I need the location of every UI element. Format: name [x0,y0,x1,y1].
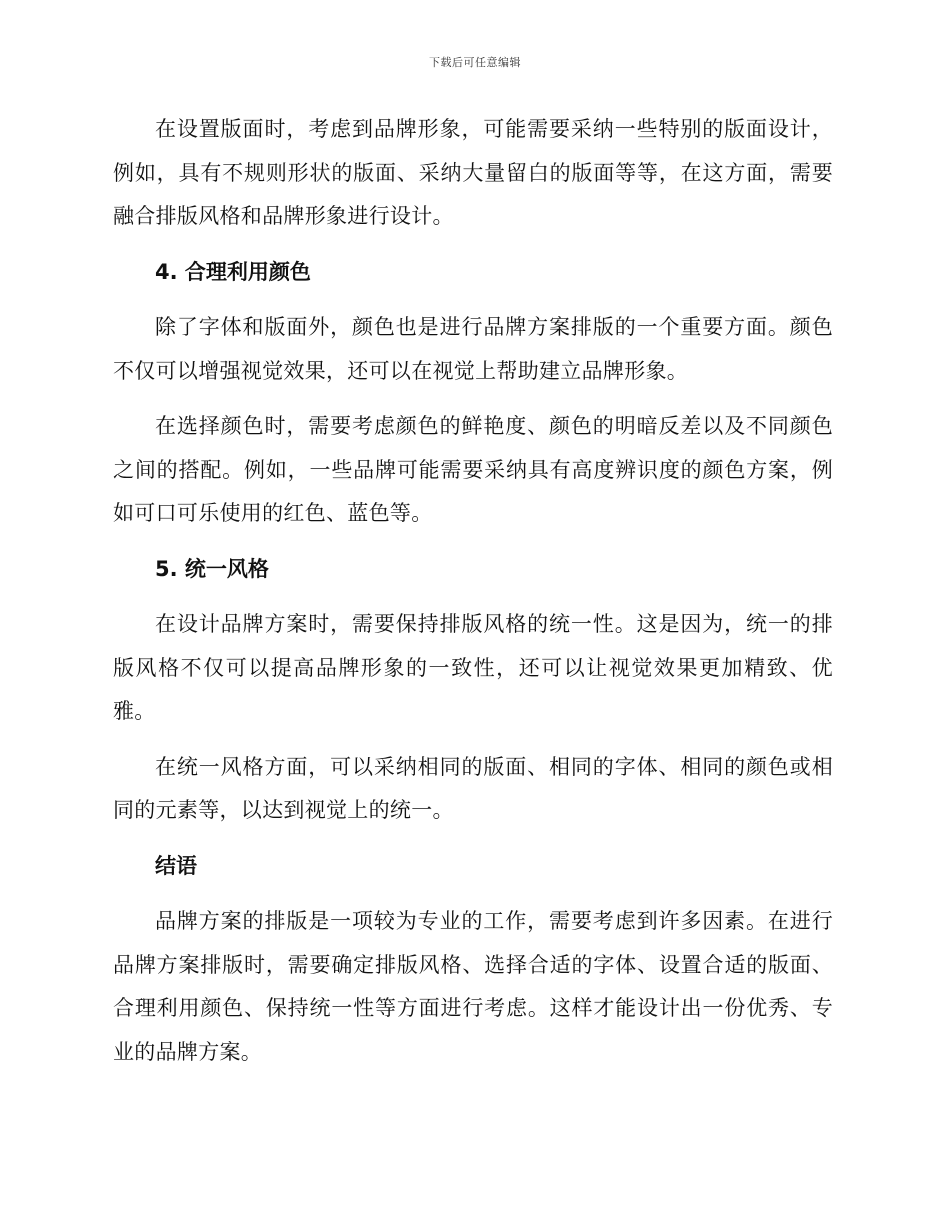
paragraph-conclusion: 品牌方案的排版是一项较为专业的工作，需要考虑到许多因素。在进行品牌方案排版时，需要确定排版风格、选择合适的字体、设置合适的版面、合理利用颜色、保持统一性等方面进行考虑。这样才能设计出一份优秀、专业的品牌方案。 [113,909,833,1064]
document-body [113,108,833,1086]
section-heading-conclusion: 结语 [155,853,197,878]
paragraph-layout-design: 在设置版面时，考虑到品牌形象，可能需要采纳一些特别的版面设计，例如，具有不规则形状的版面、采纳大量留白的版面等等，在这方面，需要融合排版风格和品牌形象进行设计。 [113,117,833,228]
paragraph-style-consistency: 在设计品牌方案时，需要保持排版风格的统一性。这是因为，统一的排版风格不仅可以提高品牌形象的一致性，还可以让视觉效果更加精致、优雅。 [113,612,833,723]
paragraph-style-methods: 在统一风格方面，可以采纳相同的版面、相同的字体、相同的颜色或相同的元素等，以达到视觉上的统一。 [113,754,833,822]
section-heading-color: 4. 合理利用颜色 [155,259,311,284]
paragraph-color-selection: 在选择颜色时，需要考虑颜色的鲜艳度、颜色的明暗反差以及不同颜色之间的搭配。例如，一些品牌可能需要采纳具有高度辨识度的颜色方案，例如可口可乐使用的红色、蓝色等。 [113,414,833,525]
paragraph-color-importance: 除了字体和版面外，颜色也是进行品牌方案排版的一个重要方面。颜色不仅可以增强视觉效果，还可以在视觉上帮助建立品牌形象。 [113,315,833,383]
section-heading-unified-style: 5. 统一风格 [155,556,269,581]
page-header-note: 下载后可任意编辑 [429,56,521,69]
